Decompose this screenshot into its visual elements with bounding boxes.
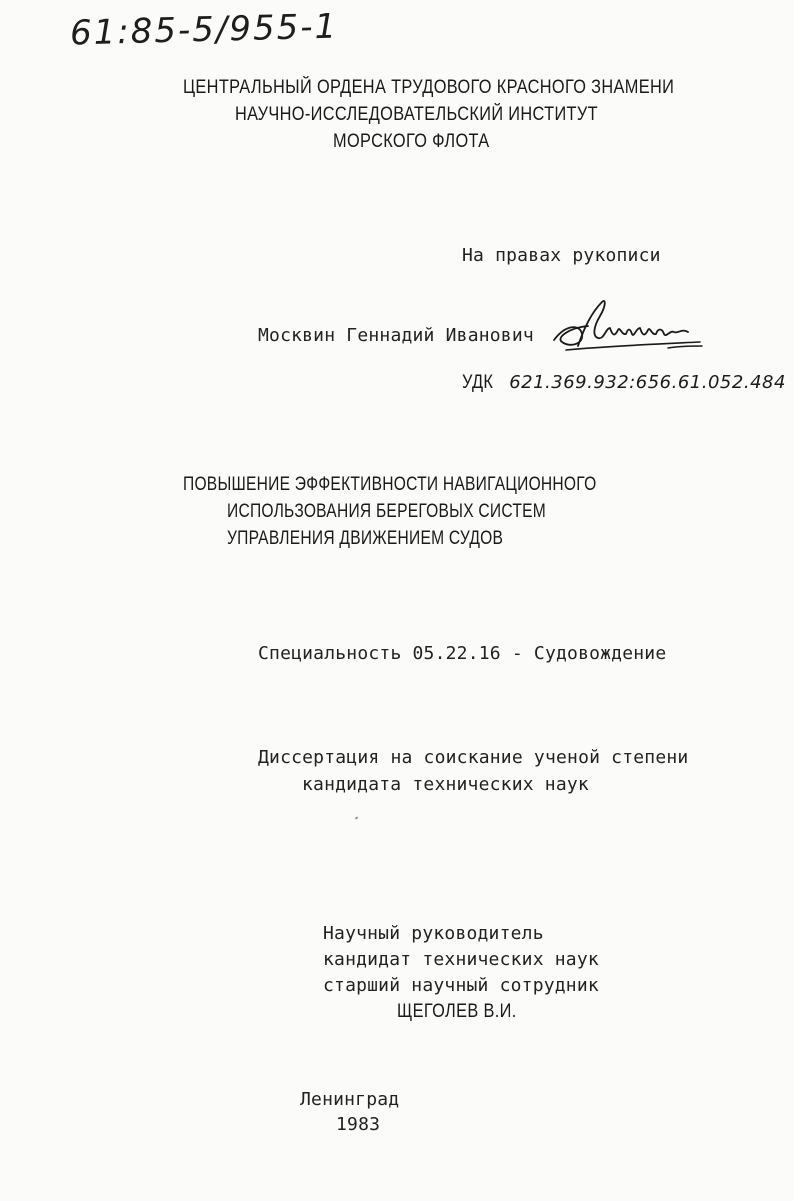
author-name: Москвин Геннадий Иванович xyxy=(258,325,534,346)
supervisor-line-2: кандидат технических наук xyxy=(323,949,599,970)
dissertation-line-1: Диссертация на соискание ученой степени xyxy=(258,747,689,768)
paper-speck xyxy=(355,816,359,819)
supervisor-line-1: Научный руководитель xyxy=(323,923,544,944)
year: 1983 xyxy=(336,1114,381,1135)
udk-label: УДК xyxy=(462,372,494,393)
udk-row xyxy=(462,372,786,394)
dissertation-line-2: кандидата технических наук xyxy=(302,774,589,795)
specialty: Специальность 05.22.16 - Судовождение xyxy=(258,643,667,664)
supervisor-line-3: старший научный сотрудник xyxy=(323,975,599,996)
title-line-1: ПОВЫШЕНИЕ ЭФФЕКТИВНОСТИ НАВИГАЦИОННОГО xyxy=(183,474,597,495)
institution-line-2: НАУЧНО-ИССЛЕДОВАТЕЛЬСКИЙ ИНСТИТУТ xyxy=(235,104,598,125)
supervisor-name: ЩЕГОЛЕВ В.И. xyxy=(397,1001,517,1022)
title-line-3: УПРАВЛЕНИЯ ДВИЖЕНИЕМ СУДОВ xyxy=(227,528,504,549)
manuscript-rights: На правах рукописи xyxy=(462,245,661,266)
institution-line-3: МОРСКОГО ФЛОТА xyxy=(333,131,490,152)
title-line-2: ИСПОЛЬЗОВАНИЯ БЕРЕГОВЫХ СИСТЕМ xyxy=(227,501,546,522)
author-signature xyxy=(548,298,708,360)
city: Ленинград xyxy=(300,1089,400,1110)
udk-number: 621.369.932:656.61.052.484 xyxy=(509,372,786,393)
archive-number: 61:85-5/955-1 xyxy=(69,6,339,54)
institution-line-1: ЦЕНТРАЛЬНЫЙ ОРДЕНА ТРУДОВОГО КРАСНОГО ЗНАМЕНИ xyxy=(183,77,675,98)
